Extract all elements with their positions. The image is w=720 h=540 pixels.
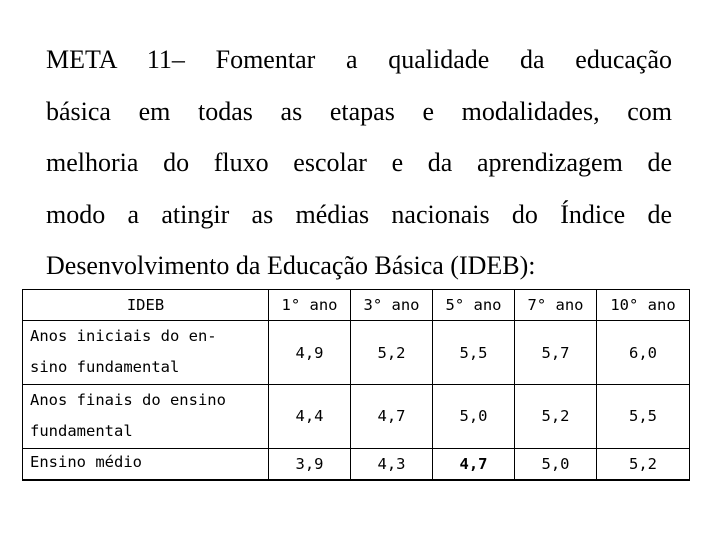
table-cell: 4,9 — [269, 321, 351, 385]
header-10-ano: 10° ano — [597, 290, 690, 321]
header-ideb: IDEB — [23, 290, 269, 321]
table-cell: 5,7 — [515, 321, 597, 385]
table-cell: 3,9 — [269, 448, 351, 480]
table-cell: 5,0 — [515, 448, 597, 480]
table-cell: 4,4 — [269, 384, 351, 448]
ideb-table — [22, 289, 690, 481]
table-row — [23, 384, 690, 448]
row-label-line: Anos iniciais do en- — [30, 327, 217, 346]
header-1-ano: 1° ano — [269, 290, 351, 321]
paragraph-line-5: Desenvolvimento da Educação Básica (IDEB): — [46, 251, 536, 280]
table-row — [23, 448, 690, 480]
paragraph-line-1: META 11– Fomentar a qualidade da educação — [46, 45, 672, 74]
table-cell: 5,2 — [597, 448, 690, 480]
paragraph-line-4: modo a atingir as médias nacionais do Índice de — [46, 199, 672, 229]
paragraph-line-3: melhoria do fluxo escolar e da aprendizagem de — [46, 148, 672, 177]
row-label — [23, 321, 269, 385]
row-label — [23, 448, 269, 480]
header-5-ano: 5° ano — [433, 290, 515, 321]
table-cell: 6,0 — [597, 321, 690, 385]
header-3-ano: 3° ano — [351, 290, 433, 321]
row-label-line: Ensino médio — [30, 452, 142, 471]
table-cell: 5,2 — [351, 321, 433, 385]
table-cell: 5,0 — [433, 384, 515, 448]
table-row — [23, 321, 690, 385]
table-cell: 4,7 — [351, 384, 433, 448]
row-label-line: fundamental — [30, 421, 133, 440]
table-cell: 5,2 — [515, 384, 597, 448]
goal-paragraph — [46, 34, 672, 292]
table-header-row — [23, 290, 690, 321]
paragraph-line-2: básica em todas as etapas e modalidades, com — [46, 96, 672, 126]
row-label — [23, 384, 269, 448]
row-label-line: Anos finais do ensino — [30, 390, 226, 409]
table-cell: 4,7 — [433, 448, 515, 480]
header-7-ano: 7° ano — [515, 290, 597, 321]
table-cell: 5,5 — [597, 384, 690, 448]
table-cell: 5,5 — [433, 321, 515, 385]
table-cell: 4,3 — [351, 448, 433, 480]
row-label-line: sino fundamental — [30, 358, 180, 377]
